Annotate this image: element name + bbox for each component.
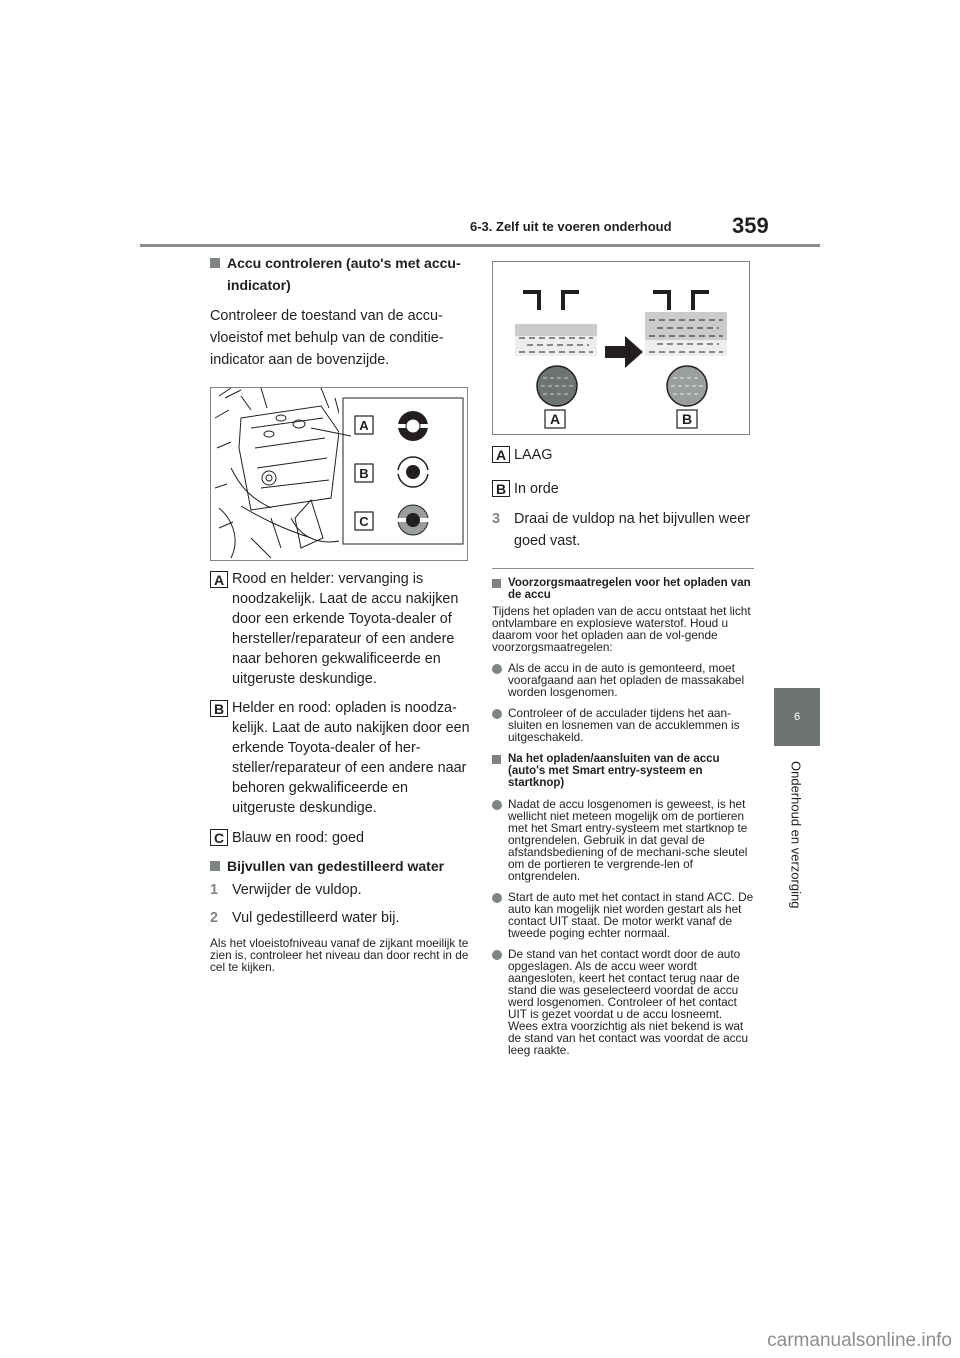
chapter-number: 6 — [793, 711, 801, 723]
round-bullet-icon — [492, 800, 502, 810]
heading-distilled-water: Bijvullen van gedestilleerd water — [210, 855, 472, 877]
chapter-title: Onderhoud en verzorging — [788, 761, 804, 909]
round-bullet-icon — [492, 950, 502, 960]
after-charging-heading: Na het opladen/aansluiten van de accu (auto's met Smart entry-systeem en startknop) — [492, 753, 754, 789]
chapter-tab — [774, 688, 820, 746]
header-rule — [140, 244, 820, 247]
round-bullet-icon — [492, 893, 502, 903]
figure-label-b: B — [681, 411, 693, 427]
square-bullet-icon — [492, 755, 501, 764]
figure-label-a: A — [359, 418, 369, 433]
square-bullet-icon — [210, 861, 220, 871]
after-bullet-3: De stand van het contact wordt door de auto opgeslagen. Als de accu weer wordt aangesloten, keert het contact terug naar de stand die was geselecteerd voordat de accu werd losgenomen. Controleer of het contact UIT is gezet voordat u de accu losneemt. Wees extra voorzichtig als niet bekend is wat de stand van het contact was voordat de accu leeg raakte. — [492, 948, 754, 1056]
item-b: B Helder en rood: opladen is noodza-kelijk. Laat de auto nakijken door een erkende Toyota-dealer of her-steller/reparateur of een andere naar behoren gekwalificeerde en uitgeruste deskundige. — [210, 698, 472, 818]
battery-indicator-figure — [210, 387, 468, 561]
level-note: Als het vloeistofniveau vanaf de zijkant moeilijk te zien is, controleer het niveau dan door recht in de cel te kijken. — [210, 936, 469, 974]
step-1: 1 Verwijder de vuldop. — [210, 882, 362, 898]
label-a-box: A — [210, 571, 228, 588]
arrow-right-icon — [605, 336, 643, 368]
heading-check-battery: Accu controleren (auto's met accu-indicator) — [210, 252, 472, 296]
page-number: 359 — [732, 213, 769, 238]
intro-text: Controleer de toestand van de accu-vloeistof met behulp van de conditie-indicator aan de bovenzijde. — [210, 308, 444, 368]
precaution-text: Tijdens het opladen van de accu ontstaat het licht ontvlambare en explosieve waterstof. Houd u daarom voor het opladen aan de vol-gende voorzorgsmaatregelen: — [492, 604, 751, 654]
battery-engine-illustration — [211, 388, 467, 560]
section-title: 6-3. Zelf uit te voeren onderhoud — [470, 219, 672, 234]
after-bullet-1: Nadat de accu losgenomen is geweest, is het wellicht niet meteen mogelijk om de portieren met het Smart entry-systeem met startknop te ontgrendelen. Gebruik in dat geval de afstandsbediening of de mechani-sche sleutel om de portieren te vergrende-len of ontgrendelen. — [492, 798, 754, 882]
round-bullet-icon — [492, 709, 502, 719]
label-a-box: A — [492, 446, 510, 463]
round-bullet-icon — [492, 664, 502, 674]
label-c-box: C — [210, 829, 228, 846]
step-2: 2 Vul gedestilleerd water bij. — [210, 910, 400, 926]
section-divider — [492, 568, 754, 569]
item-a: A Rood en helder: vervanging is noodzakelijk. Laat de accu nakijken door een erkende Toyota-dealer of hersteller/reparateur of een andere naar behoren gekwalificeerde en uitgeruste deskundige. — [210, 569, 472, 689]
item-c: C Blauw en rood: goed — [210, 827, 472, 849]
after-bullet-2: Start de auto met het contact in stand ACC. De auto kan mogelijk niet worden gestart als het contact UIT staat. De motor werkt vanaf de tweede poging echter normaal. — [492, 891, 754, 939]
step-3: 3 Draai de vuldop na het bijvullen weer goed vast. — [492, 511, 750, 549]
left-column — [210, 252, 472, 973]
precaution-bullet-2: Controleer of de acculader tijdens het aan-sluiten en losnemen van de accuklemmen is uitgeschakeld. — [492, 707, 754, 743]
water-level-illustration — [493, 262, 749, 434]
chapter-side-label — [768, 750, 824, 920]
label-b-box: B — [210, 700, 228, 717]
precaution-bullet-1: Als de accu in de auto is gemonteerd, moet voorafgaand aan het opladen de massakabel worden losgenomen. — [492, 662, 754, 698]
watermark: carmanualsonline.info — [767, 1330, 952, 1351]
right-column — [492, 252, 754, 1056]
water-level-figure — [492, 261, 750, 435]
figure-label-b: B — [359, 466, 369, 481]
label-b-box: B — [492, 480, 510, 497]
precaution-heading: Voorzorgsmaatregelen voor het opladen van de accu — [492, 577, 754, 601]
square-bullet-icon — [492, 579, 501, 588]
item-ok: B In orde — [492, 478, 754, 500]
square-bullet-icon — [210, 258, 220, 268]
item-low: A LAAG — [492, 444, 754, 466]
figure-label-a: A — [549, 411, 561, 427]
figure-label-c: C — [359, 514, 369, 529]
